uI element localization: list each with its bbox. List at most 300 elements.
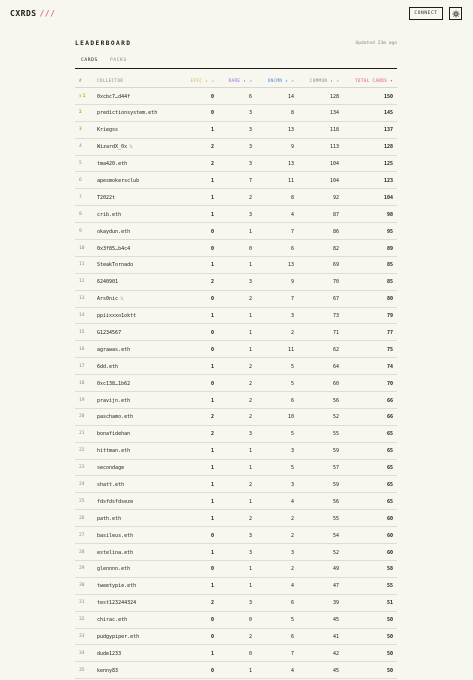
total-count: 74	[386, 363, 393, 370]
total-count: 75	[386, 346, 393, 353]
rank-cell	[79, 465, 85, 470]
rare-count: 0	[248, 617, 252, 624]
rank-cell	[79, 127, 82, 132]
collector-name: path.eth	[97, 515, 122, 522]
total-count: 55	[386, 583, 393, 590]
rank-value: 29	[79, 566, 85, 572]
rare-count: 1	[248, 465, 252, 472]
common-count: 82	[332, 245, 339, 252]
collector-cell[interactable]	[97, 279, 118, 285]
epic-count: 1	[210, 363, 214, 370]
rare-count: 1	[248, 448, 252, 455]
table-row[interactable]	[75, 358, 397, 375]
rank-cell	[79, 110, 82, 115]
rare-count: 0	[248, 650, 252, 657]
rare-count: 3	[248, 279, 252, 286]
uncmn-count: 8	[290, 194, 294, 201]
x-twitter-icon[interactable]: 𝕏	[129, 145, 133, 151]
rare-count: 1	[248, 329, 252, 336]
rank-cell	[79, 212, 82, 217]
common-count: 69	[332, 262, 339, 269]
collector-cell[interactable]	[97, 161, 127, 167]
table-row[interactable]	[75, 595, 397, 612]
common-count: 42	[332, 650, 339, 657]
common-count: 118	[329, 127, 339, 134]
collector-name: pravijn.eth	[97, 397, 131, 404]
collector-name: predictionsystem.eth	[97, 110, 158, 117]
rare-count: 0	[248, 245, 252, 252]
table-row[interactable]	[75, 510, 397, 527]
rare-count: 1	[248, 566, 252, 573]
rank-value: 35	[79, 667, 85, 673]
collector-cell[interactable]	[97, 583, 136, 589]
rank-value: 1	[82, 93, 86, 99]
column-uncmn-sort[interactable]: UNCMN ↕ ↗	[267, 78, 294, 83]
logo[interactable]	[10, 9, 56, 18]
total-count: 66	[386, 397, 393, 404]
common-count: 45	[332, 667, 339, 674]
common-count: 134	[329, 110, 339, 117]
rare-count: 2	[248, 481, 252, 488]
rank-value: 34	[79, 650, 85, 656]
rank-cell	[79, 262, 85, 267]
table-row[interactable]	[75, 426, 397, 443]
rank-cell	[79, 195, 82, 200]
total-count: 70	[386, 380, 393, 387]
collector-cell[interactable]	[97, 127, 118, 133]
rank-value: 3	[79, 127, 82, 133]
uncmn-count: 11	[287, 177, 294, 184]
epic-count: 0	[210, 296, 214, 303]
table-row[interactable]	[75, 662, 397, 679]
collector-cell[interactable]	[97, 465, 124, 471]
table-row[interactable]	[75, 257, 397, 274]
common-count: 56	[332, 498, 339, 505]
epic-count: 1	[210, 583, 214, 590]
collector-cell[interactable]	[97, 516, 121, 522]
uncmn-count: 4	[290, 667, 294, 674]
uncmn-count: 14	[287, 93, 294, 100]
table-row[interactable]	[75, 409, 397, 426]
x-twitter-icon[interactable]: 𝕏	[120, 297, 124, 303]
rank-value: 30	[79, 583, 85, 589]
uncmn-count: 8	[290, 110, 294, 117]
collector-cell[interactable]	[97, 110, 157, 116]
collector-name: tweetypie.eth	[97, 583, 137, 590]
common-count: 59	[332, 448, 339, 455]
rank-cell	[79, 364, 85, 369]
rank-value: 5	[79, 161, 82, 167]
rare-count: 1	[248, 498, 252, 505]
rank-cell	[79, 313, 85, 318]
table-body	[75, 88, 397, 679]
table-row[interactable]	[75, 578, 397, 595]
collector-cell[interactable]	[97, 381, 130, 387]
collector-cell[interactable]	[97, 229, 130, 235]
total-count: 145	[383, 110, 393, 117]
tab-bar	[75, 55, 397, 69]
total-count: 60	[386, 532, 393, 539]
epic-count: 1	[210, 498, 214, 505]
column-epic-sort[interactable]: EPIC ↕ ↗	[190, 78, 214, 83]
uncmn-count: 4	[290, 498, 294, 505]
uncmn-count: 10	[287, 414, 294, 421]
collector-cell[interactable]	[97, 313, 136, 319]
collector-cell[interactable]	[97, 178, 139, 184]
table-row[interactable]	[75, 291, 397, 308]
rank-value: 12	[79, 279, 85, 285]
tab-cards[interactable]: CARDS	[81, 58, 98, 69]
total-count: 85	[386, 279, 393, 286]
table-row[interactable]	[75, 375, 397, 392]
table-row[interactable]	[75, 645, 397, 662]
rare-count: 7	[248, 177, 252, 184]
rank-cell	[79, 566, 85, 571]
collector-cell[interactable]	[97, 600, 136, 606]
uncmn-count: 5	[290, 465, 294, 472]
total-count: 65	[386, 465, 393, 472]
rank-cell	[79, 347, 85, 352]
rank-cell	[79, 600, 85, 605]
epic-count: 0	[210, 110, 214, 117]
common-count: 104	[329, 161, 339, 168]
epic-count: 1	[210, 448, 214, 455]
common-count: 87	[332, 211, 339, 218]
uncmn-count: 7	[290, 650, 294, 657]
collector-cell[interactable]	[97, 431, 130, 437]
rank-cell	[79, 161, 82, 166]
rank-value: 10	[79, 245, 85, 251]
rare-count: 2	[248, 397, 252, 404]
common-count: 104	[329, 177, 339, 184]
total-count: 137	[383, 127, 393, 134]
collector-name: paschamo.eth	[97, 414, 134, 421]
rank-cell	[79, 279, 85, 284]
rank-cell	[79, 431, 85, 436]
epic-count: 0	[210, 566, 214, 573]
collector-name: fdsfdsfdseze	[97, 498, 134, 505]
table-row[interactable]	[75, 206, 397, 223]
common-count: 86	[332, 228, 339, 235]
column-rare-sort[interactable]: RARE ↕ ↗	[228, 78, 252, 83]
collector-name: 6240901	[97, 279, 119, 286]
rank-value: 17	[79, 363, 85, 369]
uncmn-count: 13	[287, 161, 294, 168]
collector-cell[interactable]	[97, 651, 121, 657]
tab-packs[interactable]: PACKS	[110, 58, 127, 63]
collector-name: 6dd.eth	[97, 363, 119, 370]
rank-cell	[79, 634, 85, 639]
collector-cell[interactable]	[97, 262, 133, 268]
rare-count: 6	[248, 93, 252, 100]
collector-name: ppiixxxo1oktt	[97, 313, 137, 320]
column-collector: COLLECTOR	[97, 78, 124, 83]
rare-count: 1	[248, 583, 252, 590]
rank-value: 24	[79, 481, 85, 487]
rank-value: 4	[79, 144, 82, 150]
epic-count: 2	[210, 279, 214, 286]
rare-count: 1	[248, 667, 252, 674]
rank-cell	[79, 296, 85, 301]
common-count: 47	[332, 583, 339, 590]
total-count: 58	[386, 566, 393, 573]
rare-count: 3	[248, 532, 252, 539]
common-count: 56	[332, 397, 339, 404]
collector-name: tma420.eth	[97, 161, 128, 168]
uncmn-count: 3	[290, 448, 294, 455]
uncmn-count: 4	[290, 211, 294, 218]
epic-count: 1	[210, 650, 214, 657]
common-count: 39	[332, 600, 339, 607]
collector-name: shatt.eth	[97, 481, 125, 488]
rare-count: 3	[248, 127, 252, 134]
collector-cell[interactable]	[97, 195, 115, 201]
rank-cell	[79, 178, 82, 183]
epic-count: 0	[210, 329, 214, 336]
total-count: 65	[386, 431, 393, 438]
rank-value: 11	[79, 262, 85, 268]
rank-value: 21	[79, 431, 85, 437]
table-row[interactable]	[75, 629, 397, 646]
gear-icon	[452, 10, 460, 18]
collector-name: apesmokersclub	[97, 177, 140, 184]
total-count: 50	[386, 650, 393, 657]
common-count: 128	[329, 93, 339, 100]
table-row[interactable]	[75, 527, 397, 544]
uncmn-count: 5	[290, 431, 294, 438]
rank-cell	[79, 516, 85, 521]
epic-count: 2	[210, 431, 214, 438]
collector-cell[interactable]	[97, 533, 133, 539]
table-header	[75, 72, 397, 88]
table-row[interactable]	[75, 122, 397, 139]
table-row[interactable]	[75, 139, 397, 156]
rank-cell	[79, 651, 85, 656]
epic-count: 2	[210, 414, 214, 421]
settings-button[interactable]	[449, 7, 462, 20]
rank-cell	[79, 330, 85, 335]
epic-count: 1	[210, 262, 214, 269]
table-row[interactable]	[75, 189, 397, 206]
rank-cell	[79, 246, 85, 251]
collector-name: Ars0nic	[97, 296, 119, 303]
collector-cell[interactable]	[97, 364, 118, 370]
table-row[interactable]	[75, 392, 397, 409]
common-count: 62	[332, 346, 339, 353]
collector-cell[interactable]	[97, 347, 130, 353]
epic-count: 1	[210, 211, 214, 218]
total-count: 104	[383, 194, 393, 201]
collector-cell[interactable]	[97, 499, 133, 505]
uncmn-count: 5	[290, 363, 294, 370]
epic-count: 1	[210, 481, 214, 488]
collector-cell[interactable]	[97, 550, 133, 556]
rank-value: 14	[79, 313, 85, 319]
common-count: 54	[332, 532, 339, 539]
total-count: 95	[386, 228, 393, 235]
rare-count: 1	[248, 228, 252, 235]
table-row[interactable]	[75, 156, 397, 173]
rare-count: 3	[248, 110, 252, 117]
rank-cell	[79, 499, 85, 504]
collector-name: 0xc138…1b62	[97, 380, 131, 387]
uncmn-count: 11	[287, 346, 294, 353]
rank-value: 32	[79, 617, 85, 623]
common-count: 64	[332, 363, 339, 370]
table-row[interactable]	[75, 544, 397, 561]
uncmn-count: 6	[290, 634, 294, 640]
rank-cell	[79, 381, 85, 386]
collector-cell[interactable]	[97, 330, 121, 336]
rank-cell	[79, 482, 85, 487]
common-count: 70	[332, 279, 339, 286]
uncmn-count: 5	[290, 617, 294, 624]
total-count: 79	[386, 313, 393, 320]
total-count: 125	[383, 161, 393, 168]
table-row[interactable]	[75, 324, 397, 341]
rare-count: 2	[248, 634, 252, 640]
epic-count: 2	[210, 600, 214, 607]
uncmn-count: 5	[290, 380, 294, 387]
rank-value: 31	[79, 600, 85, 606]
rank-cell	[79, 668, 85, 673]
common-count: 49	[332, 566, 339, 573]
epic-count: 2	[210, 144, 214, 151]
rank-value: 27	[79, 532, 85, 538]
rank-cell	[79, 398, 85, 403]
crown-icon: ♛	[79, 93, 82, 99]
table-row[interactable]	[75, 341, 397, 358]
epic-count: 1	[210, 177, 214, 184]
common-count: 55	[332, 515, 339, 522]
collector-cell[interactable]	[97, 448, 130, 454]
uncmn-count: 7	[290, 228, 294, 235]
collector-name: Kriegss	[97, 127, 119, 134]
rank-value: 28	[79, 549, 85, 555]
rare-count: 1	[248, 262, 252, 269]
rank-value: 6	[79, 177, 82, 183]
collector-cell[interactable]	[97, 634, 139, 640]
table-row[interactable]	[75, 88, 397, 105]
epic-count: 0	[210, 346, 214, 353]
total-count: 65	[386, 448, 393, 455]
common-count: 71	[332, 329, 339, 336]
column-total-sort[interactable]: TOTAL CARDS ▾	[355, 78, 393, 83]
collector-cell[interactable]	[97, 668, 118, 674]
collector-cell[interactable]	[97, 617, 127, 623]
rare-count: 3	[248, 600, 252, 607]
table-row[interactable]	[75, 308, 397, 325]
collector-cell[interactable]	[97, 144, 133, 150]
rare-count: 2	[248, 296, 252, 303]
collector-name: bonafidehan	[97, 431, 131, 438]
collector-cell[interactable]	[97, 212, 121, 218]
rank-cell	[79, 448, 85, 453]
total-count: 60	[386, 515, 393, 522]
collector-cell[interactable]	[97, 566, 130, 572]
total-count: 89	[386, 245, 393, 252]
uncmn-count: 3	[290, 313, 294, 320]
total-count: 60	[386, 549, 393, 556]
collector-name: crib.eth	[97, 211, 122, 218]
rank-value: 23	[79, 465, 85, 471]
table-row[interactable]	[75, 274, 397, 291]
collector-cell[interactable]	[97, 398, 130, 404]
collector-name: agrawas.eth	[97, 346, 131, 353]
common-count: 52	[332, 414, 339, 421]
rank-value: 9	[79, 228, 82, 234]
rare-count: 3	[248, 161, 252, 168]
collector-cell[interactable]	[97, 94, 130, 100]
total-count: 98	[386, 211, 393, 218]
common-count: 41	[332, 634, 339, 640]
uncmn-count: 13	[287, 262, 294, 269]
collector-name: hittman.eth	[97, 448, 131, 455]
table-row[interactable]	[75, 443, 397, 460]
epic-count: 1	[210, 397, 214, 404]
table-row[interactable]	[75, 493, 397, 510]
common-count: 67	[332, 296, 339, 303]
logo-slashes: ///	[39, 9, 56, 18]
uncmn-count: 3	[290, 481, 294, 488]
table-row[interactable]	[75, 561, 397, 578]
table-row[interactable]	[75, 476, 397, 493]
table-row[interactable]	[75, 223, 397, 240]
rare-count: 2	[248, 194, 252, 201]
collector-name: chirac.eth	[97, 617, 128, 624]
table-row[interactable]	[75, 240, 397, 257]
column-common-sort[interactable]: COMMON ↕ ↗	[309, 78, 339, 83]
epic-count: 0	[210, 532, 214, 539]
table-row[interactable]	[75, 612, 397, 629]
common-count: 92	[332, 194, 339, 201]
connect-button[interactable]: CONNECT	[409, 7, 443, 20]
epic-count: 0	[210, 667, 214, 674]
total-count: 50	[386, 667, 393, 674]
uncmn-count: 2	[290, 329, 294, 336]
rank-value: 19	[79, 397, 85, 403]
total-count: 77	[386, 329, 393, 336]
table-row[interactable]	[75, 460, 397, 477]
rank-cell	[79, 533, 85, 538]
common-count: 60	[332, 380, 339, 387]
top-bar	[0, 0, 473, 28]
epic-count: 1	[210, 313, 214, 320]
collector-cell[interactable]	[97, 414, 133, 420]
uncmn-count: 13	[287, 127, 294, 134]
collector-name: SteakTornado	[97, 262, 134, 269]
rank-value: 26	[79, 515, 85, 521]
table-row[interactable]	[75, 172, 397, 189]
collector-cell[interactable]	[97, 482, 124, 488]
epic-count: 0	[210, 245, 214, 252]
uncmn-count: 2	[290, 566, 294, 573]
table-row[interactable]	[75, 105, 397, 122]
epic-count: 1	[210, 194, 214, 201]
uncmn-count: 4	[290, 583, 294, 590]
rare-count: 2	[248, 414, 252, 421]
rank-cell	[79, 583, 85, 588]
collector-name: dude1233	[97, 650, 122, 657]
collector-cell[interactable]	[97, 246, 130, 252]
collector-cell[interactable]	[97, 296, 124, 302]
total-count: 50	[386, 617, 393, 624]
collector-name: estelina.eth	[97, 549, 134, 556]
uncmn-count: 2	[290, 532, 294, 539]
common-count: 113	[329, 144, 339, 151]
total-count: 65	[386, 481, 393, 488]
collector-name: T2022t	[97, 194, 116, 201]
